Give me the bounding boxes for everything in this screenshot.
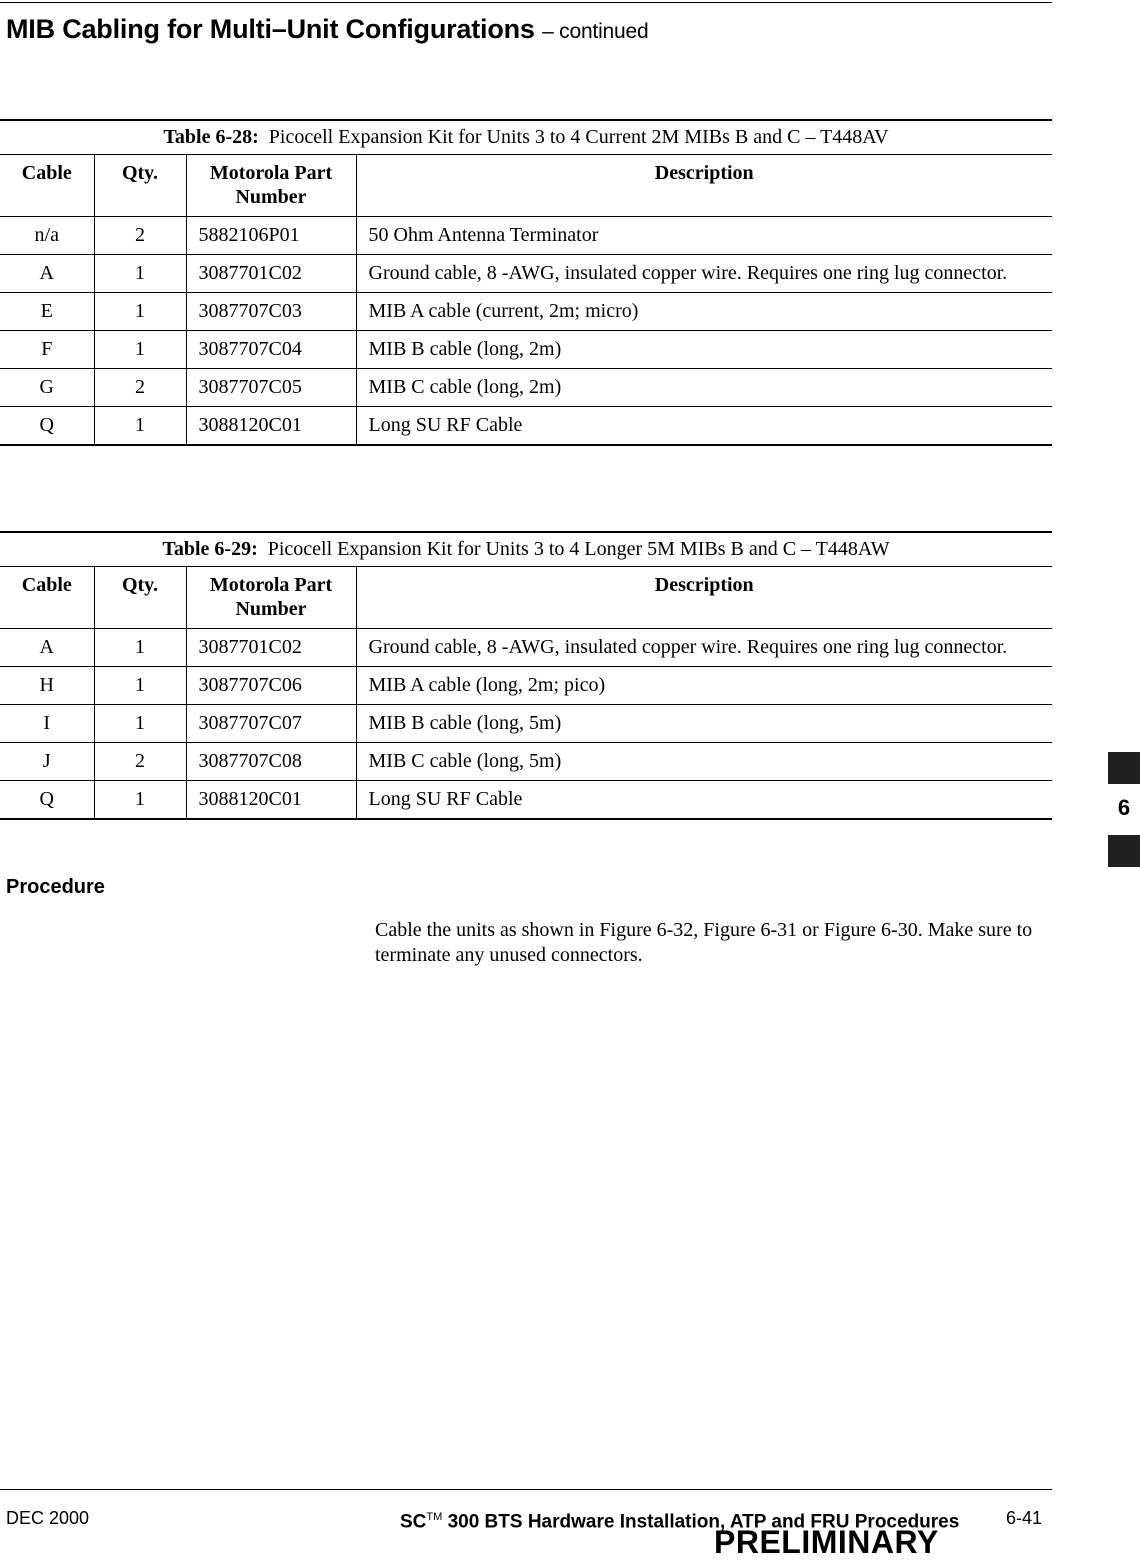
chapter-tab-lower <box>1108 835 1140 867</box>
cell-cable: G <box>0 369 94 407</box>
cell-qty: 2 <box>94 217 186 255</box>
table-row <box>0 217 1052 255</box>
cell-part: 3087701C02 <box>186 255 356 293</box>
table-row <box>0 705 1052 743</box>
table-label: Table 6-29: <box>162 538 258 560</box>
cell-qty: 1 <box>94 255 186 293</box>
chapter-tab-upper <box>1108 752 1140 784</box>
cell-description: Ground cable, 8 -AWG, insulated copper wire. Requires one ring lug connector. <box>356 629 1052 667</box>
cell-description: Long SU RF Cable <box>356 781 1052 820</box>
table-6-28 <box>0 119 1052 446</box>
cell-part: 3087707C03 <box>186 293 356 331</box>
chapter-tab-number: 6 <box>1117 795 1131 820</box>
cell-qty: 2 <box>94 743 186 781</box>
cell-description: MIB A cable (long, 2m; pico) <box>356 667 1052 705</box>
part-header-line2: Number <box>235 186 307 208</box>
table-row <box>0 331 1052 369</box>
procedure-text: Cable the units as shown in Figure 6-32, Figure 6-31 or Figure 6-30. Make sure to terminate any unused connectors. <box>375 919 1033 966</box>
cell-part: 5882106P01 <box>186 217 356 255</box>
cell-cable: I <box>0 705 94 743</box>
cell-qty: 1 <box>94 293 186 331</box>
table-label: Table 6-28: <box>163 126 259 148</box>
cell-cable: Q <box>0 407 94 446</box>
procedure-heading: Procedure <box>6 876 105 898</box>
cell-part: 3087707C04 <box>186 331 356 369</box>
cell-part: 3087707C06 <box>186 667 356 705</box>
cell-cable: J <box>0 743 94 781</box>
cell-part: 3088120C01 <box>186 407 356 446</box>
column-header-description: Description <box>356 155 1052 217</box>
table-caption-text: Picocell Expansion Kit for Units 3 to 4 Longer 5M MIBs B and C – T448AW <box>267 538 890 560</box>
table-row <box>0 743 1052 781</box>
cell-description: MIB C cable (long, 5m) <box>356 743 1052 781</box>
cell-description: MIB A cable (current, 2m; micro) <box>356 293 1052 331</box>
cell-qty: 2 <box>94 369 186 407</box>
cell-part: 3087701C02 <box>186 629 356 667</box>
cell-qty: 1 <box>94 781 186 820</box>
top-rule <box>0 2 1052 3</box>
table-row <box>0 255 1052 293</box>
cell-qty: 1 <box>94 629 186 667</box>
cell-part: 3087707C07 <box>186 705 356 743</box>
table-caption <box>0 532 1052 567</box>
cell-part: 3087707C08 <box>186 743 356 781</box>
column-header-part-number <box>186 567 356 629</box>
cell-cable: E <box>0 293 94 331</box>
cell-description: Ground cable, 8 -AWG, insulated copper wire. Requires one ring lug connector. <box>356 255 1052 293</box>
cell-qty: 1 <box>94 705 186 743</box>
column-header-cable: Cable <box>0 155 94 217</box>
cell-qty: 1 <box>94 331 186 369</box>
footer-doc-rest: 300 BTS Hardware Installation, ATP and FRU Procedures <box>447 1511 960 1533</box>
cell-qty: 1 <box>94 407 186 446</box>
cell-cable: A <box>0 629 94 667</box>
part-header-line2: Number <box>235 598 307 620</box>
page-title <box>6 14 648 45</box>
cell-cable: Q <box>0 781 94 820</box>
column-header-description: Description <box>356 567 1052 629</box>
footer-date: DEC 2000 <box>6 1508 90 1528</box>
trademark-mark: TM <box>426 1511 443 1523</box>
table-row <box>0 629 1052 667</box>
cell-cable: n/a <box>0 217 94 255</box>
cell-cable: A <box>0 255 94 293</box>
column-header-cable: Cable <box>0 567 94 629</box>
cell-part: 3088120C01 <box>186 781 356 820</box>
cell-cable: F <box>0 331 94 369</box>
cell-qty: 1 <box>94 667 186 705</box>
footer-rule <box>0 1489 1052 1490</box>
part-header-line1: Motorola Part <box>209 162 333 184</box>
cell-description: MIB B cable (long, 5m) <box>356 705 1052 743</box>
cell-description: Long SU RF Cable <box>356 407 1052 446</box>
preliminary-stamp: PRELIMINARY <box>714 1524 939 1560</box>
table-caption <box>0 120 1052 155</box>
page-title-continued: – continued <box>542 20 649 43</box>
cell-description: MIB B cable (long, 2m) <box>356 331 1052 369</box>
cell-part: 3087707C05 <box>186 369 356 407</box>
cell-description: MIB C cable (long, 2m) <box>356 369 1052 407</box>
table-row <box>0 369 1052 407</box>
footer-doc-prefix: SC <box>400 1511 427 1533</box>
column-header-qty: Qty. <box>94 567 186 629</box>
column-header-qty: Qty. <box>94 155 186 217</box>
table-row <box>0 293 1052 331</box>
table-6-29 <box>0 531 1052 820</box>
table-row <box>0 667 1052 705</box>
footer-page-number: 6-41 <box>1006 1508 1043 1528</box>
cell-description: 50 Ohm Antenna Terminator <box>356 217 1052 255</box>
table-row <box>0 781 1052 820</box>
column-header-part-number <box>186 155 356 217</box>
part-header-line1: Motorola Part <box>209 574 333 596</box>
page-title-text: MIB Cabling for Multi–Unit Configurations <box>6 14 535 44</box>
table-caption-text: Picocell Expansion Kit for Units 3 to 4 Current 2M MIBs B and C – T448AV <box>268 126 889 148</box>
cell-cable: H <box>0 667 94 705</box>
table-row <box>0 407 1052 446</box>
